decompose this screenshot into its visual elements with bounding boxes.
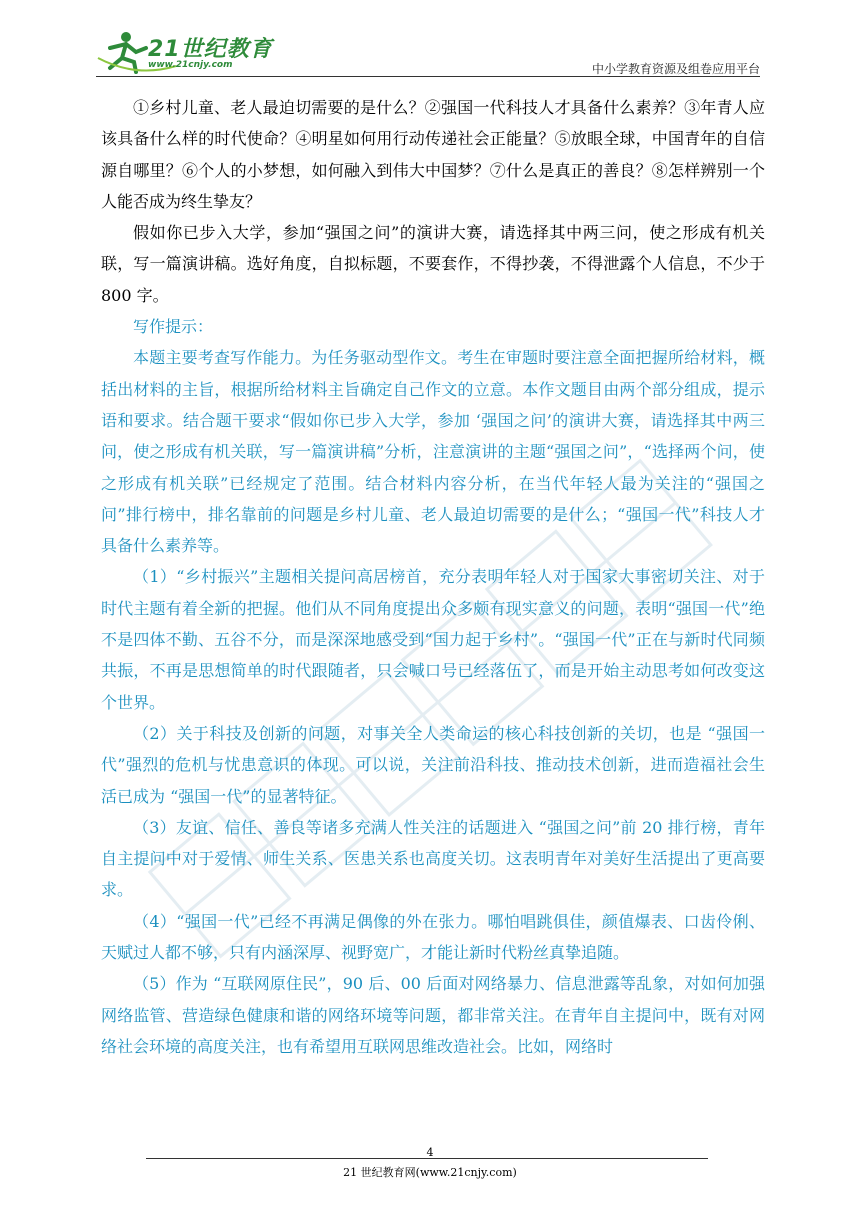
tip-paragraph: （3）友谊、信任、善良等诸多充满人性关注的话题进入 “强国之问”前 20 排行榜，青年自主提问中对于爱情、师生关系、医患关系也高度关切。这表明青年对美好生活提出了更高要求。 [101, 817, 765, 900]
page-header [96, 28, 760, 78]
tip-paragraph: （1）“乡村振兴”主题相关提问高居榜首，充分表明年轻人对于国家大事密切关注、对于时代主题有着全新的把握。他们从不同角度提出众多颇有现实意义的问题，表明“强国一代”绝不是四体不勤、五谷不分，而是深深地感受到“国力起于乡村”。“强国一代”正在与新时代同频共振，不再是思想简单的时代跟随者，只会喊口号已经落伍了，而是开始主动思考如何改变这个世界。 [101, 567, 765, 712]
page-number: 4 [426, 1146, 434, 1159]
questions-paragraph: ①乡村儿童、老人最迫切需要的是什么？②强国一代科技人才具备什么素养？③年青人应该具备什么样的时代使命？④明星如何用行动传递社会正能量？⑤放眼全球，中国青年的自信源自哪里？⑥个人的小梦想，如何融入到伟大中国梦？⑦什么是真正的善良？⑧怎样辨别一个人能否成为终生挚友？ [101, 98, 765, 211]
header-divider [96, 76, 760, 77]
footer-text: 21 世纪教育网(www.21cnjy.com) [343, 1166, 517, 1179]
site-logo[interactable] [96, 28, 273, 76]
tip-paragraph: （4）“强国一代”已经不再满足偶像的外在张力。哪怕唱跳俱佳，颜值爆表、口齿伶俐、天赋过人都不够，只有内涵深厚、视野宽广，才能让新时代粉丝真挚追随。 [101, 911, 765, 963]
tips-heading: 写作提示： [133, 317, 214, 337]
tip-paragraph: （2）关于科技及创新的问题，对事关全人类命运的核心科技创新的关切，也是 “强国一代”强烈的危机与忧患意识的体现。可以说，关注前沿科技、推动技术创新，进而造福社会生活已成为 “强国一代”的显著特征。 [101, 723, 765, 806]
logo-url: www.21cnjy.com [148, 60, 233, 70]
tip-paragraph: （5）作为 “互联网原住民”，90 后、00 后面对网络暴力、信息泄露等乱象，对如何加强网络监管、营造绿色健康和谐的网络环境等问题，都非常关注。在青年自主提问中，既有对网络社会环境的高度关注，也有希望用互联网思维改造社会。比如，网络时 [101, 974, 765, 1056]
task-paragraph: 假如你已步入大学，参加“强国之问”的演讲大赛，请选择其中两三问，使之形成有机关联，写一篇演讲稿。选好角度，自拟标题，不要套作，不得抄袭，不得泄露个人信息，不少于 800 字。 [101, 223, 765, 305]
tip-paragraph: 本题主要考查写作能力。为任务驱动型作文。考生在审题时要注意全面把握所给材料，概括出材料的主旨，根据所给材料主旨确定自己作文的立意。本作文题目由两个部分组成，提示语和要求。结合题干要求“假如你已步入大学，参加 ‘强国之问’的演讲大赛，请选择其中两三问，使之形成有机关联，写一篇演讲稿”分析，注意演讲的主题“强国之问”，“选择两个问，使之形成有机关联”已经规定了范围。结合材料内容分析，在当代年轻人最为关注的“强国之问”排行榜中，排名靠前的问题是乡村儿童、老人最迫切需要的是什么；“强国一代”科技人才具备什么素养等。 [101, 348, 765, 556]
logo-text: 21世纪教育 [148, 37, 273, 62]
footer-divider [146, 1158, 708, 1159]
header-tagline: 中小学教育资源及组卷应用平台 [591, 62, 760, 76]
document-body [101, 92, 765, 1062]
